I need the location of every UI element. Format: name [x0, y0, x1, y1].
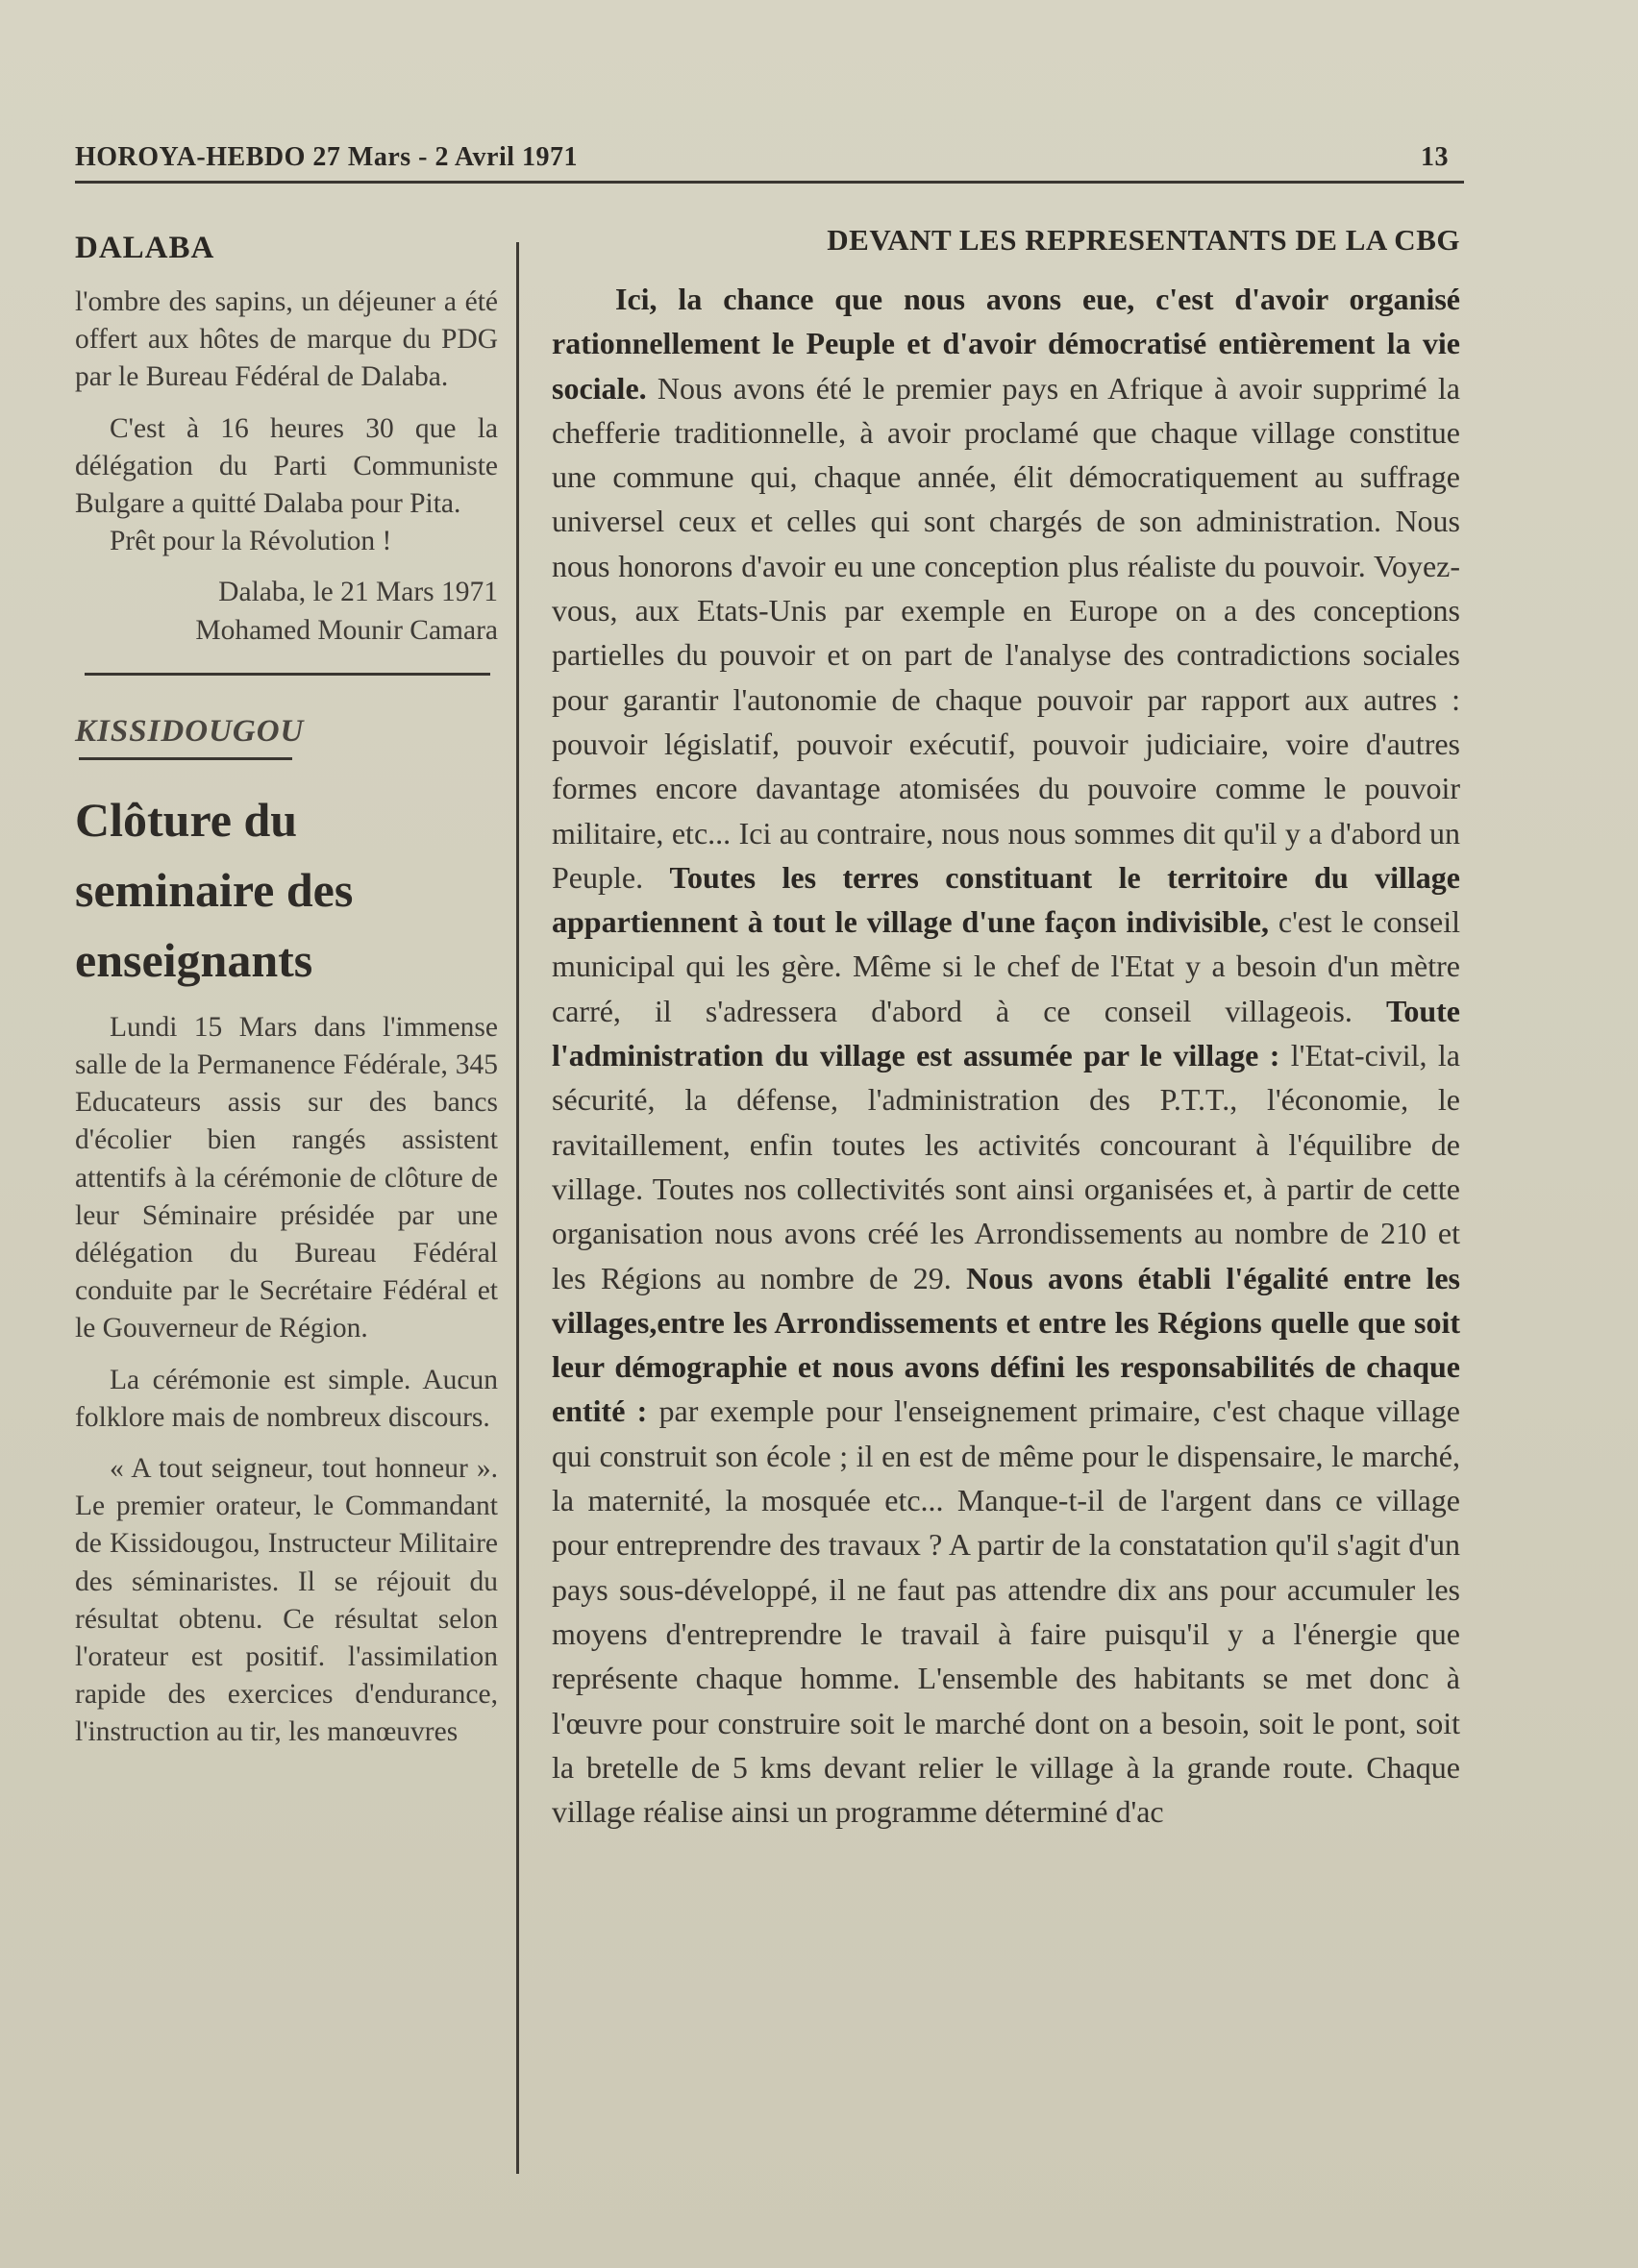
- page-header: [75, 142, 1459, 185]
- article-title: DEVANT LES REPRESENTANTS DE LA CBG: [827, 223, 1460, 257]
- section-title-underline: [79, 757, 292, 760]
- slogan: Prêt pour la Révolution !: [110, 526, 392, 557]
- right-column: [552, 223, 1460, 1834]
- bold-passage: Toutes les terres constituant le territoire du village appartiennent à tout le village d'une façon indivisible,: [552, 859, 1460, 940]
- signature-place-date: Dalaba, le 21 Mars 1971: [218, 577, 498, 608]
- body-text: Nous avons été le premier pays en Afrique à avoir supprimé la chefferie traditionnelle, à avoir proclamé que chaque village constitue une commune qui, chaque année, élit démocratiquement au suffrage universel ceux et celles qui sont chargés de son administration. Nous nous honorons d'avoir eu une conception plus réaliste du pouvoir. Voyez-vous, aux Etats-Unis par exemple en Europe on a des conceptions partielles du pouvoir et on part de l'analyse des contradictions sociales pour garantir l'autonomie de chaque pouvoir par rapport aux autres : pouvoir législatif, pouvoir exécutif, pouvoir judiciaire, voire d'autres formes encore davantage atomisées du pouvoire comme le pouvoir militaire, etc... Ici au contraire, nous nous sommes dit qu'il y a d'abord un Peuple.: [552, 370, 1460, 895]
- body-text: par exemple pour l'enseignement primaire, c'est chaque village qui construit son école ; il en est de même pour le dispensaire, le marché, la maternité, la mosquée etc... Manque-t-il de l'argent dans ce village pour entreprendre des travaux ? A partir de la constatation qu'il s'agit d'un pays sous-développé, il ne faut pas attendre dix ans pour accumuler les moyens d'entreprendre le travail à faire puisqu'il y a l'énergie que représente chaque homme. L'ensemble des habitants se met donc à l'œuvre pour construire soit le marché dont on a besoin, soit le pont, soit la bretelle de 5 kms devant relier le village à la grande route. Chaque village réalise ainsi un programme déterminé d'ac: [552, 1393, 1461, 1830]
- dalaba-paragraph: l'ombre des sapins, un déjeuner a été offert aux hôtes de marque du PDG par le Bureau Fédéral de Dalaba.: [75, 286, 498, 393]
- dalaba-paragraph: C'est à 16 heures 30 que la délégation du Parti Communiste Bulgare a quitté Dalaba pour Pita.: [75, 412, 498, 520]
- body-text: c'est le conseil municipal qui les gère. Même si le chef de l'Etat y a besoin d'un mètre carré, il s'adressera d'abord à ce conseil villageois.: [552, 904, 1461, 1028]
- bold-passage: Toute l'administration du village est assumée par le village :: [552, 993, 1460, 1073]
- signature-name: Mohamed Mounir Camara: [195, 614, 498, 646]
- header-rule: [75, 181, 1464, 184]
- kissidougou-paragraph: Lundi 15 Mars dans l'immense salle de la Permanence Fédérale, 345 Educateurs assis sur des bancs d'écolier bien rangés assistent attentifs à la cérémonie de clôture de leur Séminaire présidée par une délégation du Bureau Fédéral conduite par le Secrétaire Fédéral et le Gouverneur de Région.: [75, 1011, 498, 1344]
- body-text: l'Etat-civil, la sécurité, la défense, l'administration des P.T.T., l'économie, le ravitaillement, enfin toutes les activités concourant à l'équilibre de village. Toutes nos collectivités sont ainsi organisées et, à partir de cette organisation nous avons créé les Arrondissements au nombre de 210 et les Régions au nombre de 29.: [552, 1038, 1461, 1295]
- bold-passage: Ici, la chance que nous avons eue, c'est d'avoir organisé rationnellement le Peuple et d'avoir démocratisé entièrement la vie sociale.: [552, 282, 1460, 406]
- publication-line: HOROYA-HEBDO 27 Mars - 2 Avril 1971: [75, 142, 579, 172]
- section-divider: [85, 673, 490, 676]
- column-divider: [516, 242, 519, 2174]
- article-body: [552, 277, 1460, 1834]
- left-column: [75, 231, 498, 1752]
- page-number: 13: [1421, 142, 1449, 172]
- section-title-dalaba: DALABA: [75, 231, 215, 265]
- kissidougou-paragraph: La cérémonie est simple. Aucun folklore mais de nombreux discours.: [75, 1364, 498, 1433]
- section-title-kissidougou: KISSIDOUGOU: [75, 713, 305, 749]
- bold-passage: Nous avons établi l'égalité entre les villages,entre les Arrondissements et entre les Régions quelle que soit leur démographie et nous avons défini les responsabilités de chaque entité :: [552, 1260, 1461, 1429]
- headline: Clôture du seminaire des enseignants: [75, 792, 354, 987]
- kissidougou-paragraph: « A tout seigneur, tout honneur ». Le premier orateur, le Commandant de Kissidougou, Instructeur Militaire des séminaristes. Il se réjouit du résultat obtenu. Ce résultat selon l'orateur est positif. l'assimilation rapide des exercices d'endurance, l'instruction au tir, les manœuvres: [75, 1453, 498, 1748]
